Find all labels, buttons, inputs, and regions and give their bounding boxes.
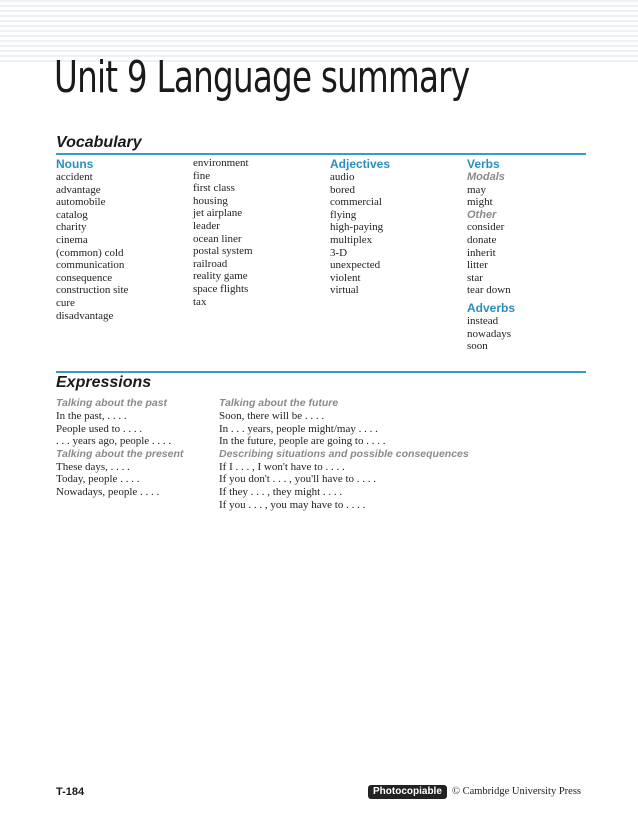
copyright-notice: © Cambridge University Press [452, 786, 582, 797]
expression-item: If you . . . , you may have to . . . . [219, 498, 366, 511]
nouns-list-1 [56, 171, 128, 322]
adjective-item: multiplex [330, 233, 373, 246]
adjective-item: 3-D [330, 246, 348, 259]
adjective-item: flying [330, 208, 357, 221]
nouns-list-2 [193, 157, 253, 308]
expression-item: People used to . . . . [56, 422, 143, 435]
noun-item: communication [56, 259, 125, 272]
noun-item: postal system [193, 245, 253, 258]
verb-item: donate [467, 233, 497, 246]
adverbs-label: Adverbs [467, 300, 516, 315]
noun-item: first class [193, 182, 235, 195]
expressions-rule [56, 371, 586, 373]
verb-item: inherit [467, 246, 496, 259]
noun-item: fine [193, 169, 211, 182]
other-verbs-list [467, 221, 515, 297]
noun-item: reality game [193, 270, 248, 283]
verbs-adverbs-column [467, 157, 515, 353]
expressions-heading: Expressions [56, 374, 152, 391]
present-expressions [56, 461, 183, 499]
nouns-label: Nouns [56, 157, 94, 171]
expression-item: In the past, . . . . [56, 410, 127, 422]
noun-item: jet airplane [193, 207, 243, 220]
consequences-label: Describing situations and possible consequences [219, 447, 469, 460]
adverbs-list [467, 315, 515, 353]
adverb-item: soon [467, 340, 488, 353]
adjective-item: audio [330, 171, 355, 183]
adjective-item: virtual [330, 284, 359, 297]
adjectives-column [330, 157, 390, 297]
verbs-label: Verbs [467, 157, 500, 171]
expression-item: If you don't . . . , you'll have to . . . . [219, 473, 377, 486]
noun-item: ocean liner [193, 232, 242, 245]
expression-item: Soon, there will be . . . . [219, 410, 325, 422]
noun-item: (common) cold [56, 246, 124, 259]
noun-item: leader [193, 219, 220, 232]
modals-list [467, 184, 515, 209]
noun-item: consequence [56, 271, 113, 284]
other-verbs-label: Other [467, 208, 497, 221]
verb-item: tear down [467, 284, 511, 297]
modals-label: Modals [467, 171, 505, 183]
adjective-item: commercial [330, 196, 382, 209]
noun-item: environment [193, 157, 249, 169]
expression-item: Today, people . . . . [56, 473, 140, 486]
noun-item: advantage [56, 183, 101, 196]
modal-verb-item: may [467, 183, 486, 196]
photocopiable-badge: Photocopiable [368, 785, 447, 799]
modal-verb-item: might [467, 196, 493, 209]
adverb-item: instead [467, 314, 499, 327]
adverb-item: nowadays [467, 327, 511, 340]
noun-item: construction site [56, 284, 129, 297]
noun-item: tax [193, 295, 207, 308]
past-label: Talking about the past [56, 397, 168, 409]
adjectives-label: Adjectives [330, 157, 391, 171]
noun-item: catalog [56, 208, 88, 221]
verb-item: star [467, 271, 483, 284]
noun-item: cure [56, 296, 75, 309]
noun-item: cinema [56, 233, 88, 246]
noun-item: railroad [193, 257, 228, 270]
expressions-left-column [56, 397, 183, 499]
expression-item: In . . . years, people might/may . . . . [219, 422, 378, 435]
page-number: T-184 [56, 786, 85, 798]
adjective-item: bored [330, 183, 356, 196]
future-expressions [219, 410, 469, 448]
noun-item: disadvantage [56, 309, 114, 322]
vocabulary-rule [56, 153, 586, 155]
noun-item: accident [56, 171, 93, 183]
adjective-item: unexpected [330, 259, 381, 272]
expression-item: If I . . . , I won't have to . . . . [219, 460, 345, 473]
expressions-right-column [219, 397, 469, 511]
noun-item: automobile [56, 196, 106, 209]
present-label: Talking about the present [56, 447, 184, 460]
adjectives-list [330, 171, 390, 297]
future-label: Talking about the future [219, 397, 339, 409]
noun-item: housing [193, 194, 228, 207]
expression-item: . . . years ago, people . . . . [56, 435, 172, 448]
nouns-column-1 [56, 157, 128, 322]
adjective-item: high-paying [330, 221, 384, 234]
expression-item: If they . . . , they might . . . . [219, 485, 343, 498]
past-expressions [56, 410, 183, 448]
noun-item: charity [56, 221, 87, 234]
expression-item: In the future, people are going to . . . . [219, 435, 386, 448]
verb-item: consider [467, 221, 505, 234]
adjective-item: violent [330, 271, 361, 284]
nouns-column-2 [193, 157, 253, 308]
verb-item: litter [467, 259, 488, 272]
expression-item: Nowadays, people . . . . [56, 485, 160, 498]
consequences-expressions [219, 461, 469, 511]
vocabulary-heading: Vocabulary [56, 134, 142, 151]
expression-item: These days, . . . . [56, 460, 130, 473]
noun-item: space flights [193, 282, 249, 295]
page-title: Unit 9 Language summary [54, 52, 470, 103]
